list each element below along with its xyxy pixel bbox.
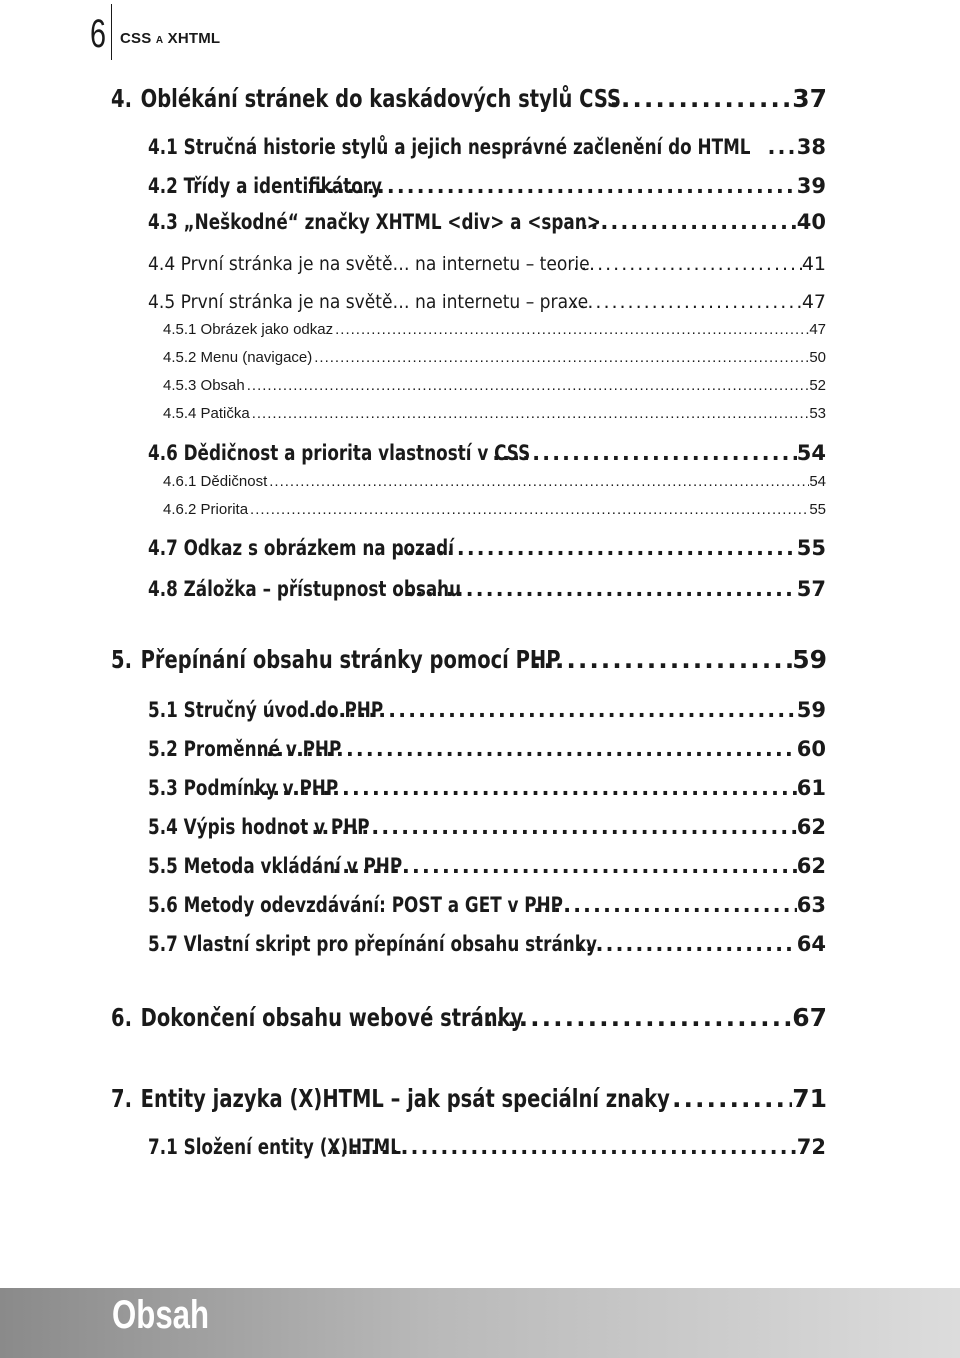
toc-page-number: 61 xyxy=(796,776,826,800)
toc-leader xyxy=(312,349,809,366)
toc-subsection-4-5-3[interactable] xyxy=(163,377,826,394)
toc-entry-title: 5.5 Metoda vkládání v PHP xyxy=(148,854,403,878)
toc-leader xyxy=(250,405,810,422)
toc-page-number: 50 xyxy=(809,349,826,366)
toc-page-number: 52 xyxy=(809,377,826,394)
toc-page-number: 41 xyxy=(801,253,826,275)
book-title-css: CSS xyxy=(120,30,152,47)
toc-page-number: 54 xyxy=(796,441,826,465)
toc-leader xyxy=(530,645,792,674)
toc-page-number: 47 xyxy=(809,321,826,338)
toc-section-4-4[interactable] xyxy=(148,253,826,275)
toc-entry-title: 4.3 „Neškodné“ značky XHTML <div> a <span> xyxy=(148,210,601,234)
toc-leader xyxy=(574,932,797,956)
toc-subsection-4-6-1[interactable] xyxy=(163,473,826,490)
toc-entry-title: 4.6 Dědičnost a priorita vlastností v CSS xyxy=(148,441,531,465)
toc-entry-title: 4.5.3 Obsah xyxy=(163,377,245,394)
toc-section-4-7[interactable] xyxy=(148,536,826,560)
toc-section-5-1[interactable] xyxy=(148,698,826,722)
toc-page-number: 62 xyxy=(796,815,826,839)
toc-entry-title: 4.6.2 Priorita xyxy=(163,501,249,518)
toc-subsection-4-5-1[interactable] xyxy=(163,321,826,338)
toc-page-number: 72 xyxy=(796,1135,826,1159)
toc-section-4-8[interactable] xyxy=(148,577,826,601)
toc-subsection-4-6-2[interactable] xyxy=(163,501,826,518)
toc-leader xyxy=(569,291,802,313)
toc-entry-title: 4.8 Záložka – přístupnost obsahu xyxy=(148,577,462,601)
toc-entry-title: 5.6 Metody odevzdávání: POST a GET v PHP xyxy=(148,893,563,917)
toc-page-number: 38 xyxy=(796,135,826,159)
toc-leader xyxy=(670,1084,792,1113)
toc-page-number: 54 xyxy=(809,473,826,490)
book-title xyxy=(120,30,220,47)
toc-entry-title: 4.5.4 Patička xyxy=(163,405,250,422)
toc-leader xyxy=(607,84,792,113)
toc-subsection-4-5-4[interactable] xyxy=(163,405,826,422)
toc-entry-title: 5.1 Stručný úvod do PHP xyxy=(148,698,384,722)
toc-leader xyxy=(578,210,796,234)
toc-entry-title: 5.7 Vlastní skript pro přepínání obsahu stránky xyxy=(148,932,597,956)
toc-leader xyxy=(395,536,797,560)
toc-leader xyxy=(267,473,809,490)
book-title-a: A xyxy=(155,35,164,46)
toc-page-number: 62 xyxy=(796,854,826,878)
page-number: 6 xyxy=(90,12,107,56)
toc-page-number: 59 xyxy=(796,698,826,722)
toc-section-5-2[interactable] xyxy=(148,737,826,761)
toc-entry-title: 4.1 Stručná historie stylů a jejich nesprávné začlenění do HTML xyxy=(148,135,751,159)
toc-page-number: 57 xyxy=(796,577,826,601)
toc-page-number: 47 xyxy=(801,291,826,313)
toc-page-number: 60 xyxy=(796,737,826,761)
toc-section-4-5[interactable] xyxy=(148,291,826,313)
toc-leader xyxy=(490,441,797,465)
toc-entry-title: 4.4 První stránka je na světě… na internetu – teorie xyxy=(148,253,590,275)
toc-entry-title: 4.5.2 Menu (navigace) xyxy=(163,349,313,366)
toc-leader xyxy=(248,501,809,518)
toc-chapter-6[interactable] xyxy=(111,1003,827,1032)
toc-page-number: 40 xyxy=(796,210,826,234)
toc-leader xyxy=(245,377,810,394)
toc-section-4-3[interactable] xyxy=(148,210,826,234)
toc-section-4-2[interactable] xyxy=(148,174,826,198)
toc-entry-title: 4.5 První stránka je na světě… na internetu – praxe xyxy=(148,291,589,313)
toc-section-5-4[interactable] xyxy=(148,815,826,839)
toc-leader xyxy=(333,321,809,338)
toc-entry-title: 4.5.1 Obrázek jako odkaz xyxy=(163,321,334,338)
toc-section-5-3[interactable] xyxy=(148,776,826,800)
book-title-xhtml: XHTML xyxy=(167,30,221,47)
toc-leader xyxy=(531,893,797,917)
toc-entry-title: 5.4 Výpis hodnot v PHP xyxy=(148,815,370,839)
toc-section-5-7[interactable] xyxy=(148,932,826,956)
toc-page-number: 71 xyxy=(792,1084,827,1113)
toc-page-number: 67 xyxy=(792,1003,827,1032)
toc-entry-title: 5.2 Proměnné v PHP xyxy=(148,737,342,761)
toc-subsection-4-5-2[interactable] xyxy=(163,349,826,366)
toc-page-number: 64 xyxy=(796,932,826,956)
toc-entry-title: 4.2 Třídy a identifikátory xyxy=(148,174,382,198)
toc-page-number: 53 xyxy=(809,405,826,422)
toc-chapter-5[interactable] xyxy=(111,645,827,674)
toc-entry-title: 7. Entity jazyka (X)HTML – jak psát speciální znaky xyxy=(111,1084,670,1113)
toc-section-4-1[interactable] xyxy=(148,135,826,159)
toc-page-number: 37 xyxy=(792,84,827,113)
toc-leader xyxy=(571,253,802,275)
toc-page-number: 55 xyxy=(809,501,826,518)
toc-page-number: 55 xyxy=(796,536,826,560)
toc-section-7-1[interactable] xyxy=(148,1135,826,1159)
toc-section-5-6[interactable] xyxy=(148,893,826,917)
toc-page-number: 63 xyxy=(796,893,826,917)
toc-chapter-4[interactable] xyxy=(111,84,827,113)
toc-entry-title: 4.7 Odkaz s obrázkem na pozadí xyxy=(148,536,454,560)
toc-entry-title: 6. Dokončení obsahu webové stránky xyxy=(111,1003,524,1032)
toc-entry-title: 4.6.1 Dědičnost xyxy=(163,473,268,490)
toc-entry-title: 5.3 Podmínky v PHP xyxy=(148,776,339,800)
toc-leader xyxy=(766,135,797,159)
toc-section-4-6[interactable] xyxy=(148,441,826,465)
toc-chapter-7[interactable] xyxy=(111,1084,827,1113)
footer-section-label: Obsah xyxy=(112,1293,210,1337)
toc-section-5-5[interactable] xyxy=(148,854,826,878)
toc-leader xyxy=(404,577,797,601)
toc-entry-title: 5. Přepínání obsahu stránky pomocí PHP xyxy=(111,645,561,674)
toc-entry-title: 7.1 Složení entity (X)HTML xyxy=(148,1135,401,1159)
toc-page-number: 59 xyxy=(792,645,827,674)
toc-entry-title: 4. Oblékání stránek do kaskádových stylů CSS xyxy=(111,84,622,113)
toc-leader xyxy=(482,1003,792,1032)
header-divider xyxy=(111,4,112,60)
toc-page-number: 39 xyxy=(796,174,826,198)
